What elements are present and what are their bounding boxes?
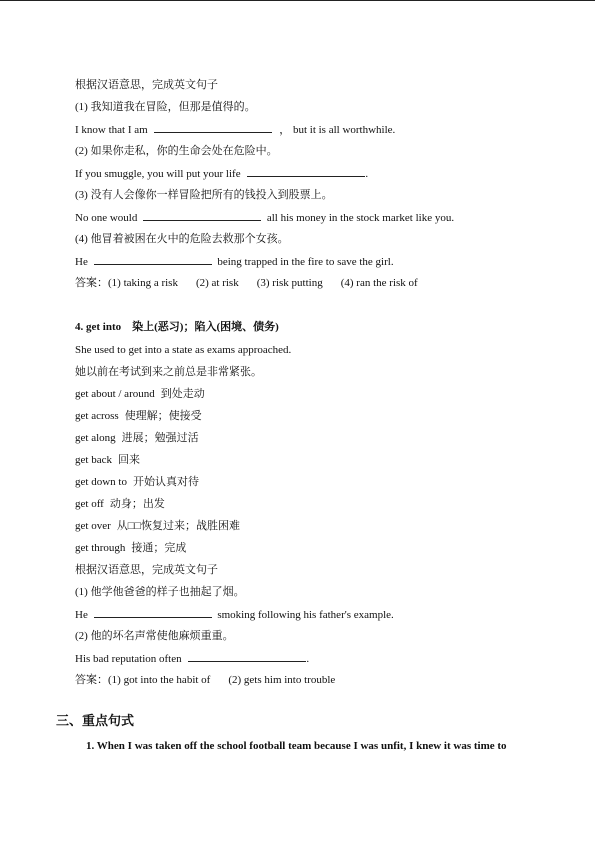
phrase-row	[75, 519, 240, 533]
question-4-english	[75, 254, 394, 269]
answer-1: (1) taking a risk	[108, 277, 178, 289]
phrase-row	[75, 497, 165, 511]
sentence-end: being trapped in the fire to save the girl.	[217, 256, 394, 268]
question-3-chinese: (3) 没有人会像你一样冒险把所有的钱投入到股票上。	[75, 189, 333, 201]
phrase-meaning: 进展；勉强过活	[121, 432, 199, 444]
answer-2: (2) gets him into trouble	[228, 674, 336, 686]
question-1-chinese: (1) 他学他爸爸的样子也抽起了烟。	[75, 586, 245, 598]
phrase-term: get along	[75, 432, 116, 444]
phrase-meaning: 开始认真对待	[132, 476, 199, 488]
sentence-end: .	[365, 168, 369, 180]
answer-2: (2) at risk	[195, 277, 239, 289]
question-2-english	[75, 651, 309, 666]
phrase-row	[75, 387, 205, 401]
instruction-text: 根据汉语意思，完成英文句子	[75, 79, 218, 91]
sentence-start: He	[75, 256, 88, 268]
answer-3: (3) risk putting	[256, 277, 323, 289]
section-heading: 三、重点句式	[56, 714, 135, 729]
answer-blank[interactable]	[143, 210, 261, 221]
phrase-meaning: 使理解；使接受	[124, 410, 202, 422]
example-english: She used to get into a state as exams approached.	[75, 344, 292, 356]
question-2-chinese: (2) 如果你走私，你的生命会处在危险中。	[75, 145, 278, 157]
phrase-row	[75, 409, 202, 423]
instruction-text: 根据汉语意思，完成英文句子	[75, 564, 218, 576]
question-2-chinese: (2) 他的坏名声常使他麻烦重重。	[75, 630, 234, 642]
sentence-start: I know that I am	[75, 124, 148, 136]
phrase-meaning: 接通；完成	[131, 542, 187, 554]
question-1-english	[75, 607, 394, 622]
phrase-row	[75, 453, 140, 467]
phrase-row	[75, 541, 186, 555]
question-1-chinese: (1) 我知道我在冒险，但那是值得的。	[75, 101, 256, 113]
sentence-end: smoking following his father's example.	[217, 609, 394, 621]
answer-label: 答案：	[75, 277, 108, 289]
sentence-start: His bad reputation often	[75, 653, 182, 665]
phrase-meaning: 从□□恢复过来；战胜困难	[116, 520, 241, 532]
sentence-start: No one would	[75, 212, 138, 224]
phrase-meaning: 动身；出发	[109, 498, 165, 510]
phrase-term: get about / around	[75, 388, 155, 400]
answer-blank[interactable]	[94, 254, 212, 265]
sentence-start: If you smuggle, you will put your life	[75, 168, 241, 180]
answer-blank[interactable]	[94, 607, 212, 618]
sentence-end: .	[306, 653, 310, 665]
sentence-start: He	[75, 609, 88, 621]
phrase-meaning: 到处走动	[160, 388, 205, 400]
example-chinese: 她以前在考试到来之前总是非常紧张。	[75, 366, 262, 378]
answer-label: 答案：	[75, 674, 108, 686]
phrase-heading: 4. get into 染上(恶习)；陷入(困境、债务)	[75, 321, 279, 333]
phrase-meaning: 回来	[117, 454, 140, 466]
key-sentence-1: 1. When I was taken off the school football team because I was unfit, I knew it was time to	[86, 740, 507, 752]
phrase-term: get down to	[75, 476, 127, 488]
question-2-english	[75, 166, 368, 181]
answer-1: (1) got into the habit of	[108, 674, 211, 686]
phrase-row	[75, 475, 199, 489]
page-top-border	[0, 0, 595, 1]
phrase-term: get across	[75, 410, 119, 422]
answer-4: (4) ran the risk of	[340, 277, 418, 289]
phrase-row	[75, 431, 199, 445]
answer-key	[75, 276, 418, 290]
question-3-english	[75, 210, 454, 225]
sentence-end: all his money in the stock market like you.	[266, 212, 455, 224]
phrase-term: get back	[75, 454, 112, 466]
question-4-chinese: (4) 他冒着被困在火中的危险去救那个女孩。	[75, 233, 289, 245]
phrase-term: get through	[75, 542, 126, 554]
sentence-end: ， but it is all worthwhile.	[279, 124, 396, 136]
question-1-english	[75, 122, 395, 137]
answer-blank[interactable]	[247, 166, 365, 177]
answer-key	[75, 673, 335, 687]
phrase-term: get over	[75, 520, 111, 532]
phrase-term: get off	[75, 498, 104, 510]
answer-blank[interactable]	[188, 651, 306, 662]
answer-blank[interactable]	[154, 122, 272, 133]
